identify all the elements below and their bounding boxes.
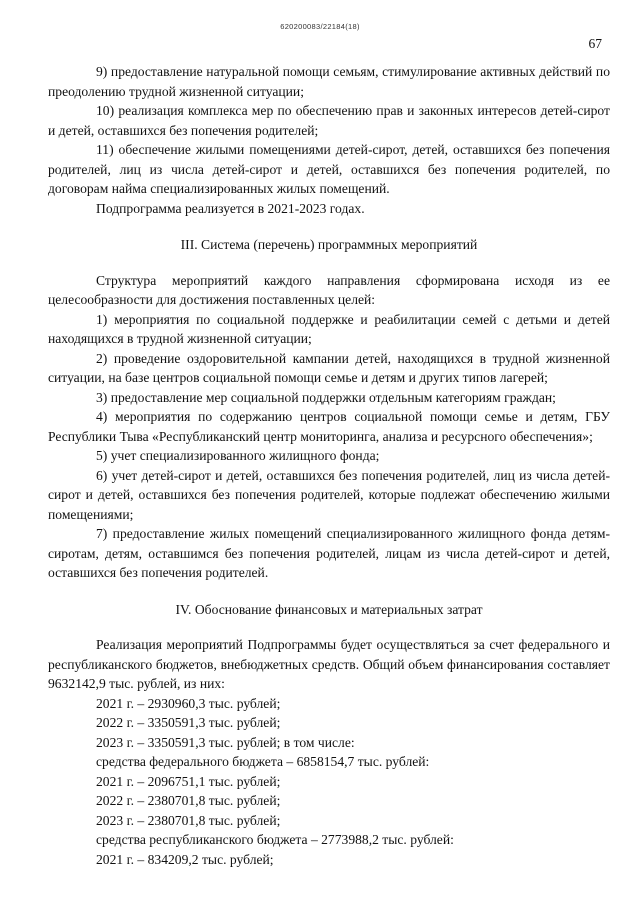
funding-line: 2021 г. – 834209,2 тыс. рублей; — [96, 851, 274, 867]
funding-line: 2023 г. – 3350591,3 тыс. рублей; в том числе: — [96, 734, 355, 750]
document-body — [48, 62, 610, 869]
list-item: 6) учет детей-сирот и детей, оставшихся без попечения родителей, лиц из числа детей-сирот и детей, оставшихся без попечения родителей, которые подлежат обеспечению жилыми помещениями; — [48, 467, 610, 522]
paragraph: Структура мероприятий каждого направления сформирована исходя из ее целесообразности для достижения поставленных целей: — [48, 272, 610, 307]
page-number: 67 — [588, 36, 602, 51]
funding-line: 2021 г. – 2096751,1 тыс. рублей; — [96, 773, 281, 789]
funding-line: 2022 г. – 3350591,3 тыс. рублей; — [96, 715, 281, 730]
funding-line: 2022 г. – 2380701,8 тыс. рублей; — [96, 793, 281, 808]
list-item: 7) предоставление жилых помещений специализированного жилищного фонда детям-сиротам, детям, оставшимся без попечения родителей, лицам из числа детей-сирот и детей, оставшихся без попечения родителей. — [48, 526, 610, 580]
funding-line: 2021 г. – 2930960,3 тыс. рублей; — [96, 695, 281, 711]
funding-line: средства федерального бюджета – 6858154,7 тыс. рублей: — [96, 754, 430, 769]
list-item: 10) реализация комплекса мер по обеспечению прав и законных интересов детей-сирот и детей, оставшихся без попечения родителей; — [48, 103, 610, 138]
funding-line: средства республиканского бюджета – 2773988,2 тыс. рублей: — [96, 832, 454, 847]
document-stamp: 620200083/22184(18) — [280, 22, 360, 31]
section-title: III. Система (перечень) программных мероприятий — [180, 237, 478, 252]
paragraph: Реализация мероприятий Подпрограммы будет осуществляться за счет федерального и республиканского бюджетов, внебюджетных средств. Общий объем финансирования составляет 9632142,9 тыс. рублей, из них: — [48, 637, 610, 691]
list-item: 4) мероприятия по содержанию центров социальной помощи семье и детям, ГБУ Республики Тыва «Республиканский центр мониторинга, анализа и ресурсного обеспечения»; — [48, 409, 610, 444]
list-item: 9) предоставление натуральной помощи семьям, стимулирование активных действий по преодолению трудной жизненной ситуации; — [48, 64, 610, 99]
list-item: 3) предоставление мер социальной поддержки отдельным категориям граждан; — [96, 389, 556, 405]
list-item: 1) мероприятия по социальной поддержке и реабилитации семей с детьми и детей находящихся в трудной жизненной ситуации; — [48, 311, 610, 346]
list-item: 5) учет специализированного жилищного фонда; — [96, 448, 380, 463]
list-item: 2) проведение оздоровительной кампании детей, находящихся в трудной жизненной ситуации, на базе центров социальной помощи семье и детям и других типов лагерей; — [48, 350, 610, 385]
paragraph: Подпрограмма реализуется в 2021-2023 годах. — [96, 200, 365, 216]
funding-line: 2023 г. – 2380701,8 тыс. рублей; — [96, 812, 281, 828]
section-title: IV. Обоснование финансовых и материальных затрат — [175, 601, 483, 617]
list-item: 11) обеспечение жилыми помещениями детей-сирот, детей, оставшихся без попечения родителей, лиц из числа детей-сирот и детей, оставшихся без попечения родителей, по договорам найма специализированных жилых помещений. — [48, 142, 610, 196]
